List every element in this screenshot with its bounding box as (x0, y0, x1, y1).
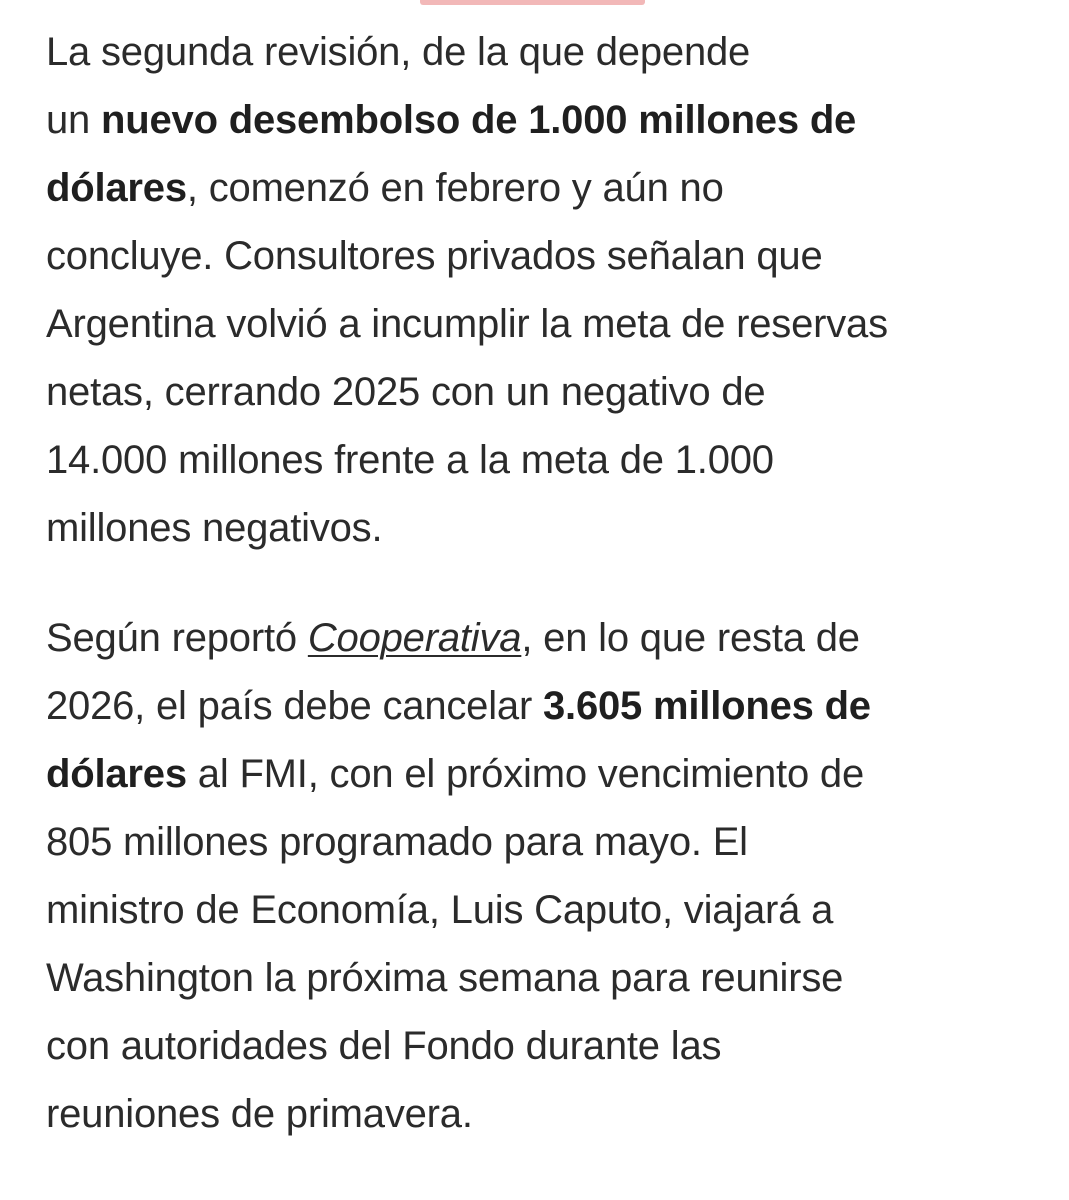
p2-line-6: Washington la próxima semana para reunirse (46, 956, 844, 1000)
p1-line-6: netas, cerrando 2025 con un negativo de (46, 370, 766, 414)
p2-line-3: dólares al FMI, con el próximo vencimiento de (46, 752, 865, 796)
p1-line-4: concluye. Consultores privados señalan que (46, 234, 823, 278)
p2-line-1: Según reportó Cooperativa, en lo que resta de (46, 616, 860, 660)
p1-line-2: un nuevo desembolso de 1.000 millones de (46, 98, 857, 142)
article-body (46, 18, 1036, 1148)
p2-line-4: 805 millones programado para mayo. El (46, 820, 748, 864)
p2-line-7: con autoridades del Fondo durante las (46, 1024, 722, 1068)
paragraph-2 (46, 604, 1036, 1148)
highlight-dollars-2: dólares (46, 752, 187, 796)
highlight-imf-payment: 3.605 millones de (542, 684, 871, 728)
cooperativa-link[interactable]: Cooperativa (307, 616, 522, 660)
p2-line-2: 2026, el país debe cancelar 3.605 millones de (46, 684, 871, 728)
highlight-disbursement: nuevo desembolso de 1.000 millones de (101, 98, 857, 142)
p2-line-5: ministro de Economía, Luis Caputo, viajará a (46, 888, 834, 932)
paragraph-1 (46, 18, 1036, 562)
p2-line-8: reuniones de primavera. (46, 1092, 473, 1136)
p1-line-8: millones negativos. (46, 506, 383, 550)
p1-line-3: dólares, comenzó en febrero y aún no (46, 166, 724, 210)
p1-line-1: La segunda revisión, de la que depende (46, 30, 751, 74)
highlight-dollars: dólares (46, 166, 187, 210)
p1-line-7: 14.000 millones frente a la meta de 1.000 (46, 438, 774, 482)
p1-line-5: Argentina volvió a incumplir la meta de reservas (46, 302, 888, 346)
top-accent-bar (420, 0, 645, 5)
